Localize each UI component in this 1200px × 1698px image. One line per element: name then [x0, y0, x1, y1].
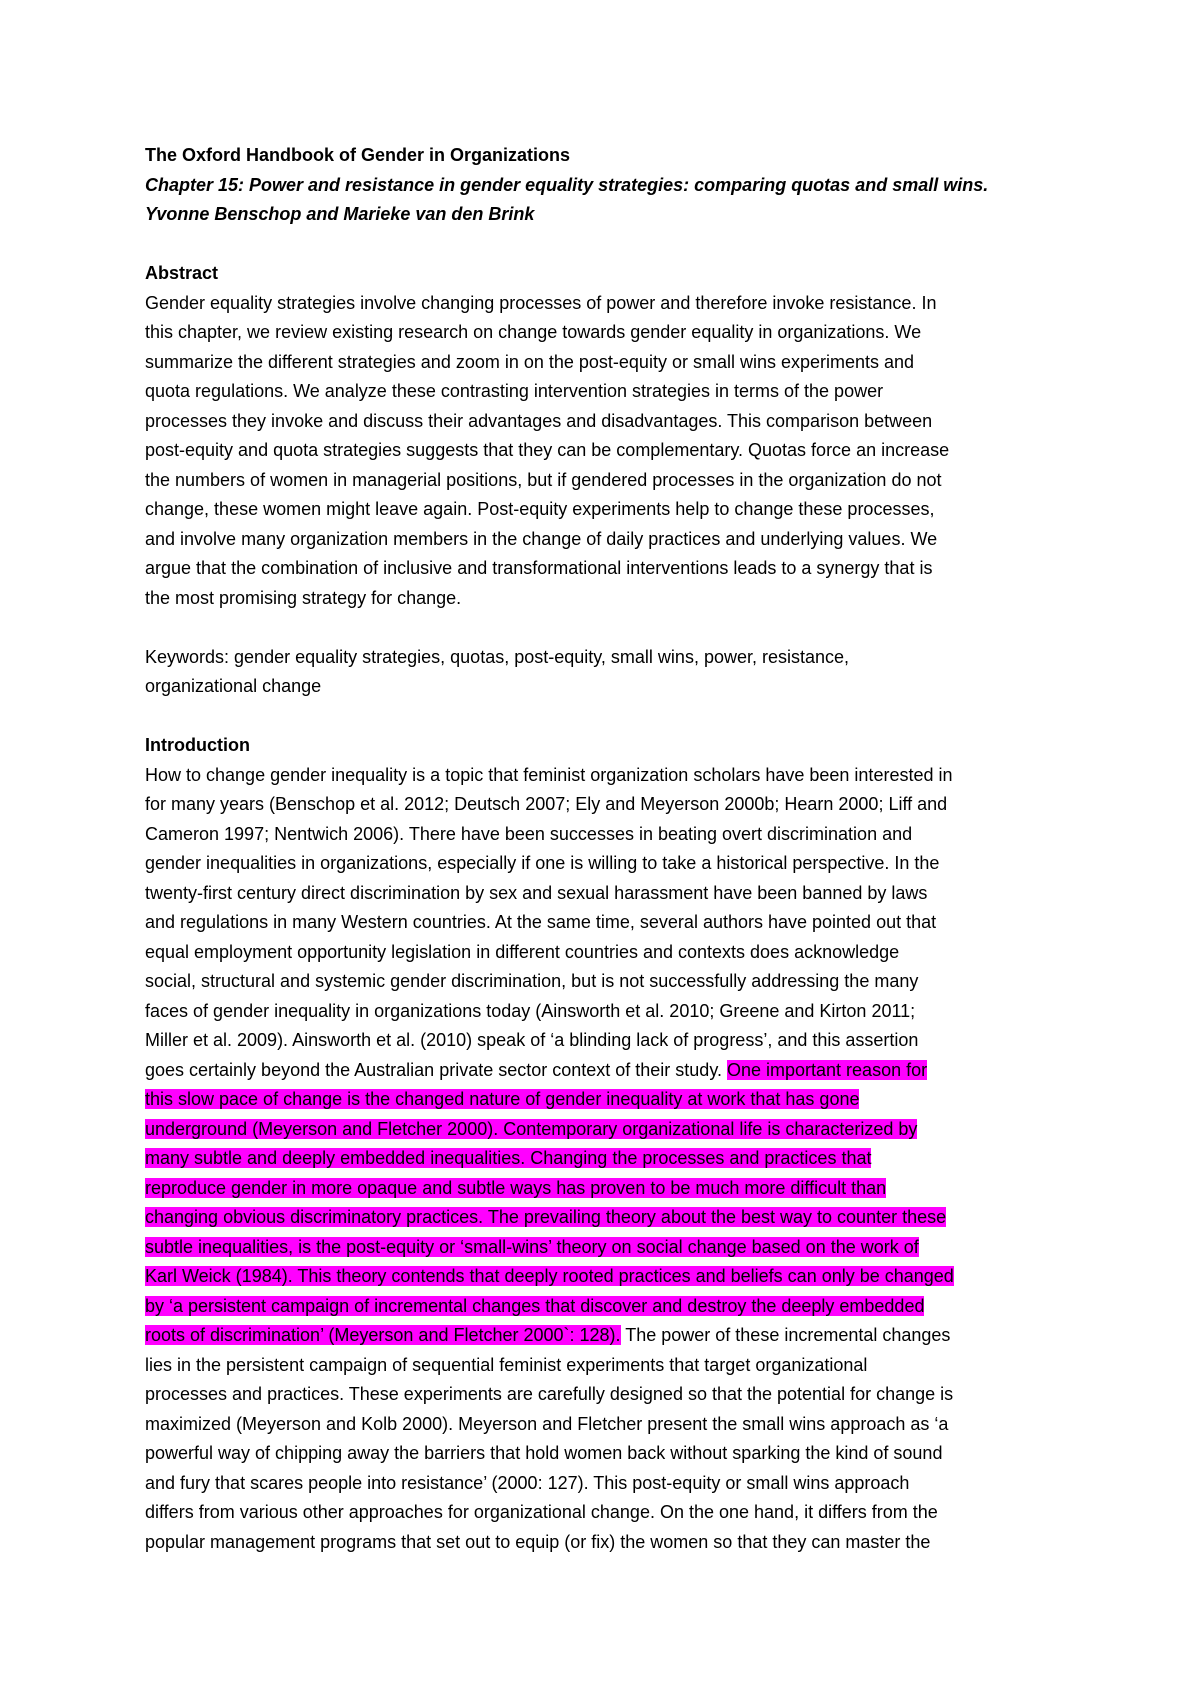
highlighted-text: Karl Weick (1984). This theory contends that deeply rooted practices and beliefs can only be changed [145, 1266, 954, 1286]
intro-line: Cameron 1997; Nentwich 2006). There have been successes in beating overt discrimination and [145, 823, 913, 844]
abstract-line: argue that the combination of inclusive and transformational interventions leads to a synergy that is [145, 558, 933, 578]
intro-text: goes certainly beyond the Australian private sector context of their study. [145, 1059, 727, 1080]
abstract-line: post-equity and quota strategies suggests that they can be complementary. Quotas force an increase [145, 440, 950, 460]
intro-line: gender inequalities in organizations, especially if one is willing to take a historical perspective. In the [145, 853, 940, 873]
keywords-line: Keywords: gender equality strategies, quotas, post-equity, small wins, power, resistance, [145, 646, 850, 667]
abstract-line: summarize the different strategies and zoom in on the post-equity or small wins experiments and [145, 351, 915, 372]
introduction-heading: Introduction [145, 735, 250, 755]
authors: Yvonne Benschop and Marieke van den Brink [145, 204, 535, 224]
spacer [145, 702, 1075, 732]
intro-line: equal employment opportunity legislation in different countries and contexts does acknowledge [145, 941, 900, 962]
intro-line: powerful way of chipping away the barriers that hold women back without sparking the kind of sound [145, 1443, 943, 1463]
intro-line: social, structural and systemic gender discrimination, but is not successfully addressing the many [145, 971, 919, 991]
abstract-line: quota regulations. We analyze these contrasting intervention strategies in terms of the power [145, 381, 884, 401]
highlighted-text: reproduce gender in more opaque and subtle ways has proven to be much more difficult than [145, 1177, 887, 1198]
document-body [145, 141, 1075, 1557]
intro-line-highlighted [145, 1085, 1075, 1115]
highlighted-text: underground (Meyerson and Fletcher 2000). Contemporary organizational life is characterized by [145, 1118, 918, 1139]
chapter-title: Chapter 15: Power and resistance in gender equality strategies: comparing quotas and small wins. [145, 174, 989, 195]
book-title: The Oxford Handbook of Gender in Organizations [145, 145, 571, 165]
highlighted-text: this slow pace of change is the changed nature of gender inequality at work that has gone [145, 1089, 860, 1109]
spacer [145, 230, 1075, 260]
intro-line-highlighted [145, 1262, 1075, 1292]
intro-line: Miller et al. 2009). Ainsworth et al. (2010) speak of ‘a blinding lack of progress’, and this assertion [145, 1030, 919, 1050]
abstract-line: the numbers of women in managerial positions, but if gendered processes in the organization do not [145, 469, 942, 490]
intro-line: faces of gender inequality in organizations today (Ainsworth et al. 2010; Greene and Kirton 2011; [145, 1000, 916, 1021]
intro-text: The power of these incremental changes [620, 1325, 951, 1345]
highlighted-text: subtle inequalities, is the post-equity or ‘small-wins’ theory on social change based on the work of [145, 1236, 919, 1257]
highlighted-text: roots of discrimination’ (Meyerson and Fletcher 2000`: 128). [145, 1325, 621, 1345]
introduction-paragraph [145, 761, 1075, 1558]
intro-line: processes and practices. These experiments are carefully designed so that the potential for change is [145, 1384, 954, 1404]
highlighted-text: One important reason for [727, 1059, 928, 1080]
abstract-line: the most promising strategy for change. [145, 587, 462, 608]
intro-line-highlighted [145, 1233, 1075, 1263]
intro-line: maximized (Meyerson and Kolb 2000). Meyerson and Fletcher present the small wins approach as ‘a [145, 1413, 949, 1434]
intro-line: lies in the persistent campaign of sequential feminist experiments that target organizational [145, 1354, 868, 1375]
abstract-line: this chapter, we review existing research on change towards gender equality in organizations. We [145, 322, 922, 342]
intro-line-highlighted [145, 1292, 1075, 1322]
abstract-line: Gender equality strategies involve changing processes of power and therefore invoke resistance. In [145, 292, 937, 313]
intro-line: twenty-first century direct discrimination by sex and sexual harassment have been banned by laws [145, 882, 928, 903]
intro-line: popular management programs that set out to equip (or fix) the women so that they can master the [145, 1531, 931, 1552]
highlighted-text: many subtle and deeply embedded inequalities. Changing the processes and practices that [145, 1148, 872, 1168]
intro-line-mixed [145, 1321, 1075, 1351]
intro-line-highlighted [145, 1203, 1075, 1233]
intro-line-mixed [145, 1056, 1075, 1086]
intro-line: differs from various other approaches for organizational change. On the one hand, it differs from the [145, 1502, 938, 1522]
intro-line: for many years (Benschop et al. 2012; Deutsch 2007; Ely and Meyerson 2000b; Hearn 2000; Liff and [145, 794, 948, 814]
intro-line-highlighted [145, 1144, 1075, 1174]
highlighted-text: by ‘a persistent campaign of incremental changes that discover and destroy the deeply embedded [145, 1295, 925, 1316]
intro-line-highlighted [145, 1115, 1075, 1145]
intro-line: and fury that scares people into resistance’ (2000: 127). This post-equity or small wins approach [145, 1472, 910, 1493]
intro-line-highlighted [145, 1174, 1075, 1204]
abstract-heading: Abstract [145, 263, 219, 283]
keywords-paragraph [145, 643, 1075, 702]
abstract-line: processes they invoke and discuss their advantages and disadvantages. This comparison between [145, 410, 933, 431]
intro-line: How to change gender inequality is a topic that feminist organization scholars have been interested in [145, 764, 953, 785]
spacer [145, 613, 1075, 643]
abstract-line: and involve many organization members in the change of daily practices and underlying values. We [145, 528, 938, 549]
abstract-line: change, these women might leave again. Post-equity experiments help to change these processes, [145, 499, 935, 519]
keywords-line: organizational change [145, 676, 322, 696]
abstract-paragraph [145, 289, 1075, 614]
highlighted-text: changing obvious discriminatory practices. The prevailing theory about the best way to counter these [145, 1207, 947, 1227]
intro-line: and regulations in many Western countries. At the same time, several authors have pointed out that [145, 912, 937, 932]
